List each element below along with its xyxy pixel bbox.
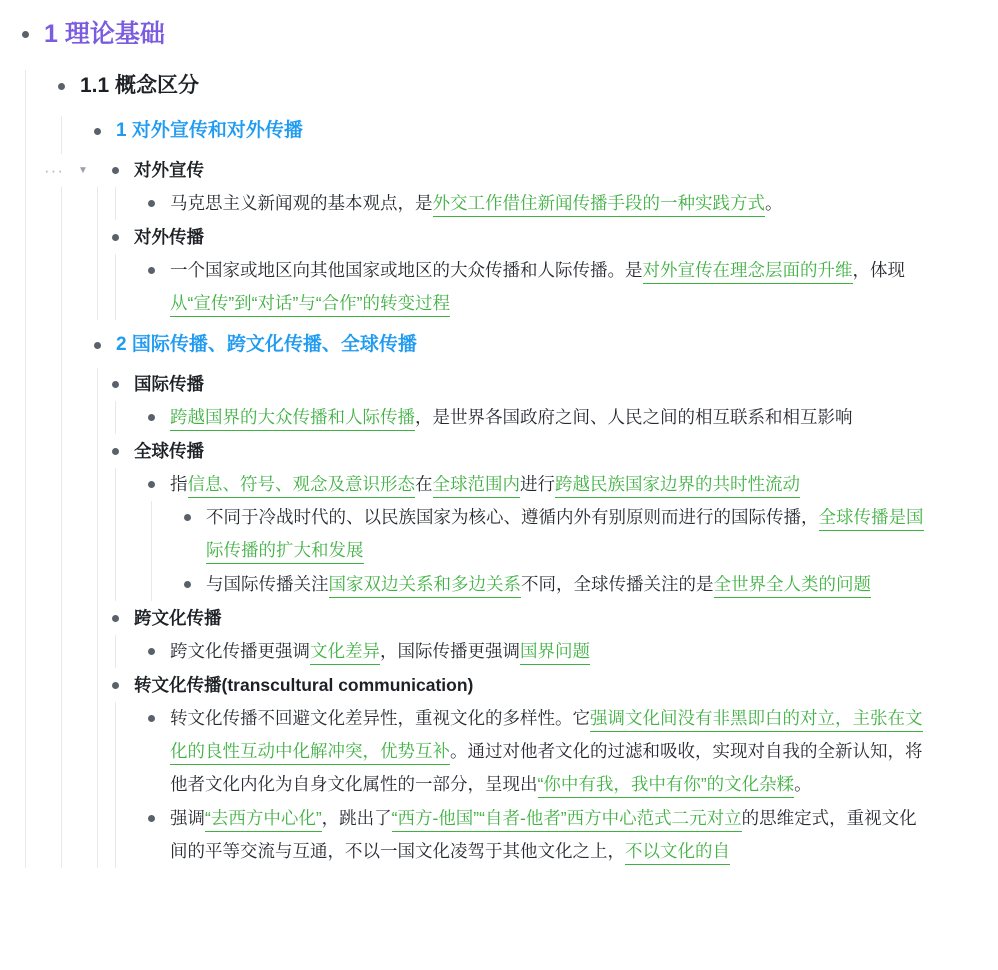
highlight-text: 国家双边关系和多边关系 [329, 574, 522, 598]
block-row [142, 401, 925, 434]
bullet-dot [184, 581, 191, 588]
outline-block [142, 187, 925, 220]
plain-text: 与国际传播关注 [206, 574, 329, 594]
plain-text: 进行 [520, 474, 555, 494]
block-children [115, 468, 926, 601]
highlight-text: 文化差异 [310, 641, 380, 665]
block-row [142, 635, 925, 668]
block-bullet[interactable] [142, 468, 160, 501]
plain-text: 转文化传播(transcultural communication) [134, 675, 474, 695]
block-row [142, 802, 925, 868]
block-row [106, 435, 925, 468]
block-content[interactable] [134, 154, 925, 187]
highlight-text: “去西方中心化” [205, 808, 322, 832]
more-options-icon[interactable]: ··· [44, 161, 64, 180]
plain-text: 。 [794, 774, 812, 794]
plain-text: 一个国家或地区向其他国家或地区的大众传播和人际传播。是 [170, 260, 643, 280]
block-bullet[interactable] [106, 602, 124, 635]
highlight-text: “西方-他国”“自者-他者”西方中心范式二元对立 [392, 808, 742, 832]
bullet-dot [148, 481, 155, 488]
bullet-dot [148, 414, 155, 421]
block-bullet[interactable] [142, 187, 160, 220]
block-children [44, 154, 926, 320]
block-content[interactable] [170, 468, 925, 501]
bullet-dot [94, 342, 101, 349]
block-row [142, 468, 925, 501]
block-children [97, 368, 926, 868]
block-bullet[interactable] [142, 401, 160, 434]
outline-block [178, 501, 925, 567]
block-row [106, 368, 925, 401]
block-row [106, 669, 925, 702]
plain-text: 对外宣传 [134, 160, 204, 180]
outline-block [44, 116, 925, 320]
highlight-text: 全世界全人类的问题 [714, 574, 872, 598]
block-content[interactable] [134, 669, 925, 702]
plain-text: 国际传播 [134, 374, 204, 394]
highlight-text: 对外宣传在理念层面的升维 [643, 260, 853, 284]
block-row [178, 501, 925, 567]
block-row [142, 187, 925, 220]
plain-text: 指 [170, 474, 188, 494]
bullet-dot [22, 31, 29, 38]
block-content[interactable] [44, 16, 925, 52]
outline-block [142, 635, 925, 668]
bullet-dot [112, 234, 119, 241]
bullet-dot [148, 200, 155, 207]
block-content[interactable] [134, 602, 925, 635]
outline-block [106, 435, 925, 601]
block-row [52, 70, 925, 102]
plain-text: 全球传播 [134, 441, 204, 461]
outline-block [106, 368, 925, 434]
highlight-text: 跨越民族国家边界的共时性流动 [555, 474, 800, 498]
block-content[interactable] [134, 435, 925, 468]
block-row [178, 568, 925, 601]
plain-text: 不同，全球传播关注的是 [521, 574, 714, 594]
block-bullet[interactable] [106, 154, 124, 187]
block-children [115, 187, 926, 220]
block-content[interactable] [80, 70, 925, 102]
block-bullet[interactable] [106, 368, 124, 401]
block-bullet[interactable] [16, 16, 34, 52]
plain-text: 1 理论基础 [44, 20, 165, 48]
block-content[interactable] [170, 635, 925, 668]
plain-text: 对外传播 [134, 227, 204, 247]
block-content[interactable] [116, 116, 925, 146]
plain-text: 跨文化传播 [134, 608, 222, 628]
highlight-text: 外交工作借住新闻传播手段的一种实践方式 [433, 193, 766, 217]
block-content[interactable] [170, 254, 925, 320]
block-row [106, 221, 925, 254]
block-children [115, 635, 926, 668]
plain-text: 2 国际传播、跨文化传播、全球传播 [116, 334, 417, 355]
plain-text: 不同于冷战时代的、以民族国家为核心、遵循内外有别原则而进行的国际传播， [206, 507, 819, 527]
plain-text: 1 对外宣传和对外传播 [116, 120, 303, 141]
block-content[interactable] [206, 501, 925, 567]
block-content[interactable] [170, 187, 925, 220]
block-content[interactable] [206, 568, 925, 601]
outline-root [16, 16, 925, 868]
highlight-text: 信息、符号、观念及意识形态 [188, 474, 416, 498]
bullet-dot [148, 648, 155, 655]
plain-text: 1.1 概念区分 [80, 74, 200, 97]
bullet-dot [58, 83, 65, 90]
plain-text: 的思维定式，重视文化间的平等交流与互通，不以一国文化凌驾于其他文化之上， [170, 808, 917, 861]
block-hover-controls [44, 154, 102, 187]
highlight-text: 强调文化间没有非黑即白的对立，主张在文化的良性互动中化解冲突，优势互补 [170, 708, 923, 765]
outline-block [178, 568, 925, 601]
plain-text: 强调 [170, 808, 205, 828]
outline-block [142, 702, 925, 801]
block-children [115, 401, 926, 434]
block-bullet[interactable] [88, 330, 106, 360]
block-children [44, 116, 926, 868]
block-row [88, 330, 925, 360]
outline-block [142, 468, 925, 601]
plain-text: 马克思主义新闻观的基本观点，是 [170, 193, 433, 213]
plain-text: 在 [415, 474, 433, 494]
block-content[interactable] [170, 401, 925, 434]
block-row [142, 254, 925, 320]
highlight-text: 国界问题 [520, 641, 590, 665]
plain-text: 。通过对他者文化的过滤和吸收，实现对自我的全新认知，将他者文化内化为自身文化属性的一部分，呈现出 [170, 741, 923, 794]
block-bullet[interactable] [142, 635, 160, 668]
bullet-dot [148, 267, 155, 274]
bullet-dot [112, 448, 119, 455]
block-content[interactable] [134, 221, 925, 254]
outline-block [106, 221, 925, 320]
bullet-dot [184, 514, 191, 521]
block-row [106, 602, 925, 635]
block-bullet[interactable] [178, 568, 196, 601]
highlight-text: 全球传播是国际传播的扩大和发展 [206, 507, 924, 564]
block-children [25, 70, 926, 868]
outline-block [142, 254, 925, 320]
outline-block [142, 802, 925, 868]
block-bullet[interactable] [142, 802, 160, 835]
block-row [44, 154, 925, 187]
outline-block [16, 16, 925, 868]
plain-text: 。 [765, 193, 783, 213]
outline-block [106, 669, 925, 868]
bullet-dot [94, 128, 101, 135]
highlight-text: 跨越国界的大众传播和人际传播 [170, 407, 415, 431]
outline-block [142, 401, 925, 434]
plain-text: 转文化传播不回避文化差异性，重视文化的多样性。它 [170, 708, 590, 728]
block-children [151, 501, 926, 601]
block-row [16, 16, 925, 52]
bullet-dot [112, 615, 119, 622]
block-bullet[interactable] [142, 702, 160, 735]
plain-text: 跨文化传播更强调 [170, 641, 310, 661]
block-children [115, 702, 926, 868]
block-children [115, 254, 926, 320]
collapse-arrow-icon[interactable]: ▼ [77, 164, 88, 176]
bullet-dot [112, 381, 119, 388]
block-content[interactable] [134, 368, 925, 401]
bullet-dot [148, 715, 155, 722]
block-content[interactable] [116, 330, 925, 360]
plain-text: ，国际传播更强调 [380, 641, 520, 661]
block-content[interactable] [170, 702, 925, 801]
plain-text: ，跳出了 [321, 808, 392, 828]
highlight-text: 从“宣传”到“对话”与“合作”的转变过程 [170, 293, 450, 317]
outline-block [106, 602, 925, 668]
block-bullet[interactable] [142, 254, 160, 287]
bullet-dot [148, 815, 155, 822]
block-bullet[interactable] [88, 116, 106, 146]
plain-text: ，是世界各国政府之间、人民之间的相互联系和相互影响 [415, 407, 853, 427]
block-bullet[interactable] [52, 70, 70, 102]
block-row [142, 702, 925, 801]
highlight-text: 不以文化的自 [625, 841, 730, 865]
outline-block [88, 330, 925, 868]
block-bullet[interactable] [106, 221, 124, 254]
bullet-dot [112, 682, 119, 689]
block-bullet[interactable] [106, 435, 124, 468]
highlight-text: 全球范围内 [433, 474, 521, 498]
outline-block [44, 154, 925, 220]
plain-text: ，体现 [852, 260, 905, 280]
outline-block [44, 70, 925, 868]
highlight-text: “你中有我，我中有你”的文化杂糅 [538, 774, 795, 798]
block-content[interactable] [170, 802, 925, 868]
block-bullet[interactable] [178, 501, 196, 534]
block-bullet[interactable] [106, 669, 124, 702]
block-row [88, 116, 925, 146]
bullet-dot [112, 167, 119, 174]
